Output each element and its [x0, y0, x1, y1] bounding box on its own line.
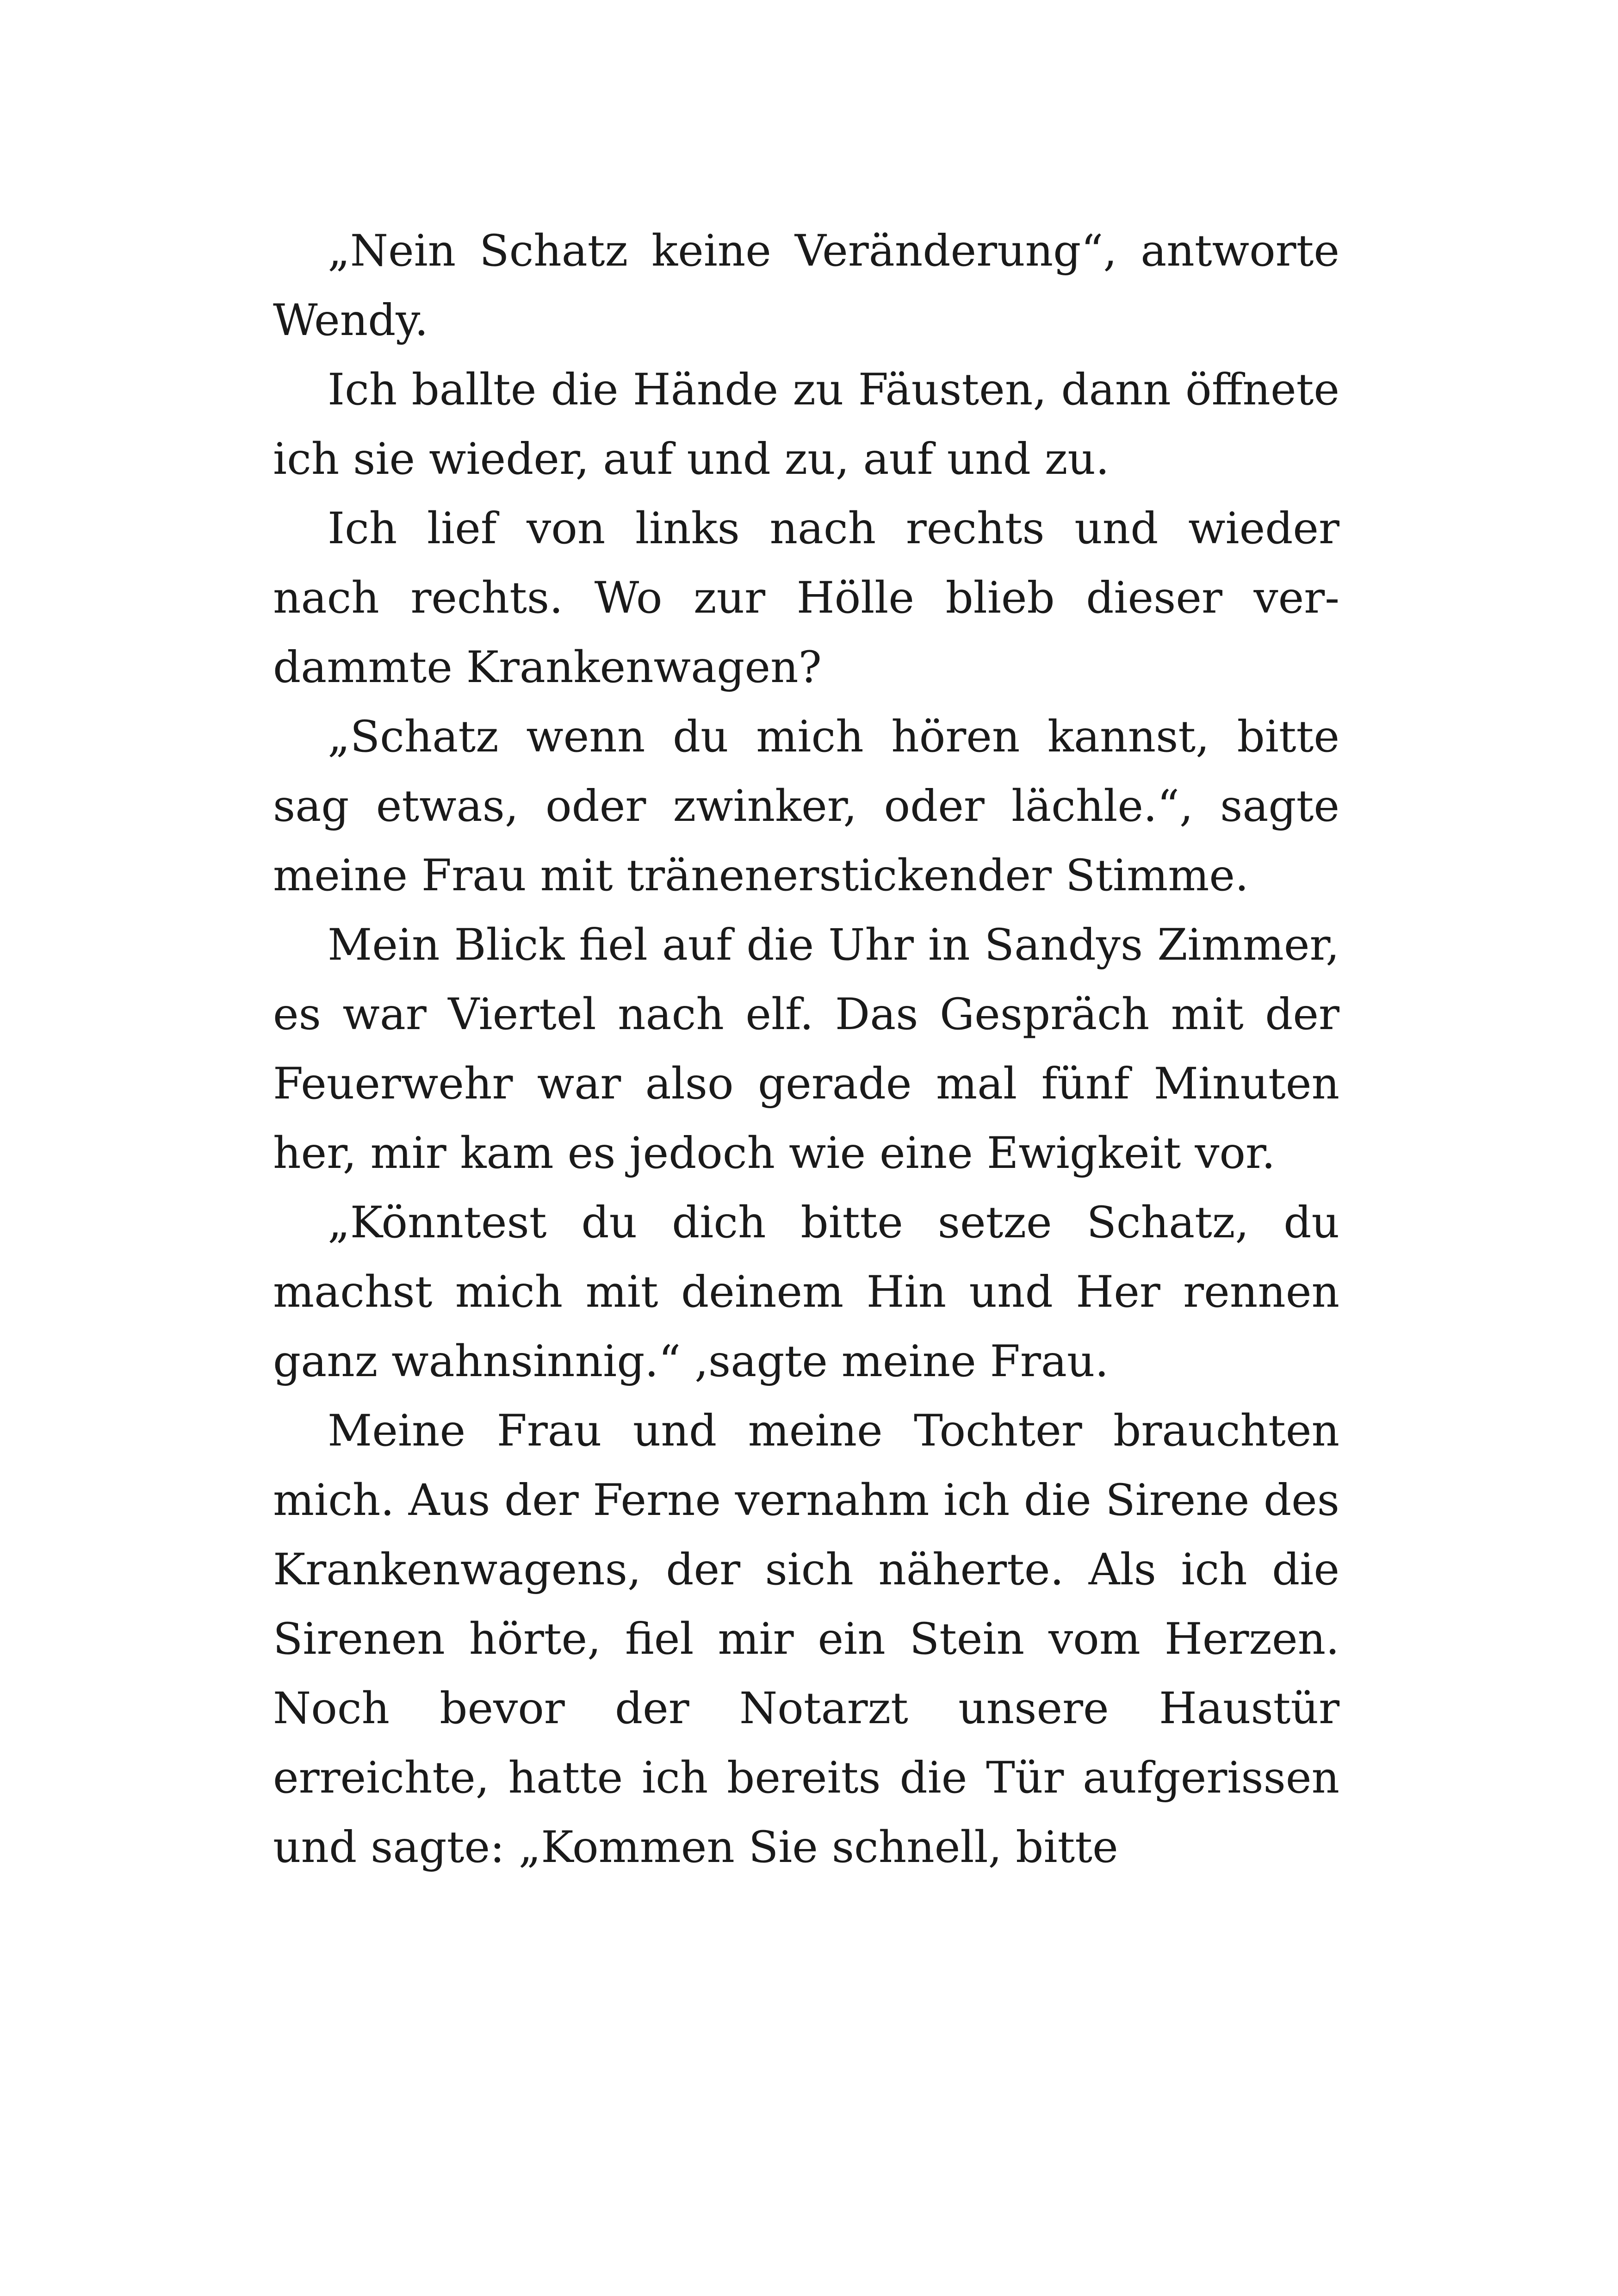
paragraph-2: Ich ballte die Hände zu Fäusten, dann öffnete ich sie wieder, auf und zu, auf und zu. [273, 365, 1339, 484]
paragraph-4: „Schatz wenn du mich hören kannst, bitte sag etwas, oder zwinker, oder lächle.“, sagte meine Frau mit tränenerstickender Stimme. [273, 712, 1339, 901]
body-text [273, 217, 1339, 1882]
paragraph-6: „Könntest du dich bitte setze Schatz, du machst mich mit deinem Hin und Her rennen ganz wahnsinnig.“ ,sagte meine Frau. [273, 1198, 1339, 1387]
paragraph-5: Mein Blick fiel auf die Uhr in Sandys Zimmer, es war Viertel nach elf. Das Gespräch mit der Feuerwehr war also gerade mal fünf Minuten her, mir kam es jedoch wie eine Ewigkeit vor. [273, 920, 1339, 1179]
paragraph-7: Meine Frau und meine Tochter brauchten mich. Aus der Ferne vernahm ich die Sirene des Krankenwagens, der sich näherte. Als ich die Sirenen hörte, fiel mir ein Stein vom Herzen. Noch bevor der Notarzt unsere Haustür erreichte, hatte ich bereits die Tür aufgerissen und sagte: „Kommen Sie schnell, bitte [273, 1406, 1339, 1873]
paragraph-1: „Nein Schatz keine Veränderung“, antworte Wendy. [273, 226, 1339, 346]
paragraph-3: Ich lief von links nach rechts und wieder nach rechts. Wo zur Hölle blieb dieser verdammte Krankenwagen? [273, 503, 1339, 693]
